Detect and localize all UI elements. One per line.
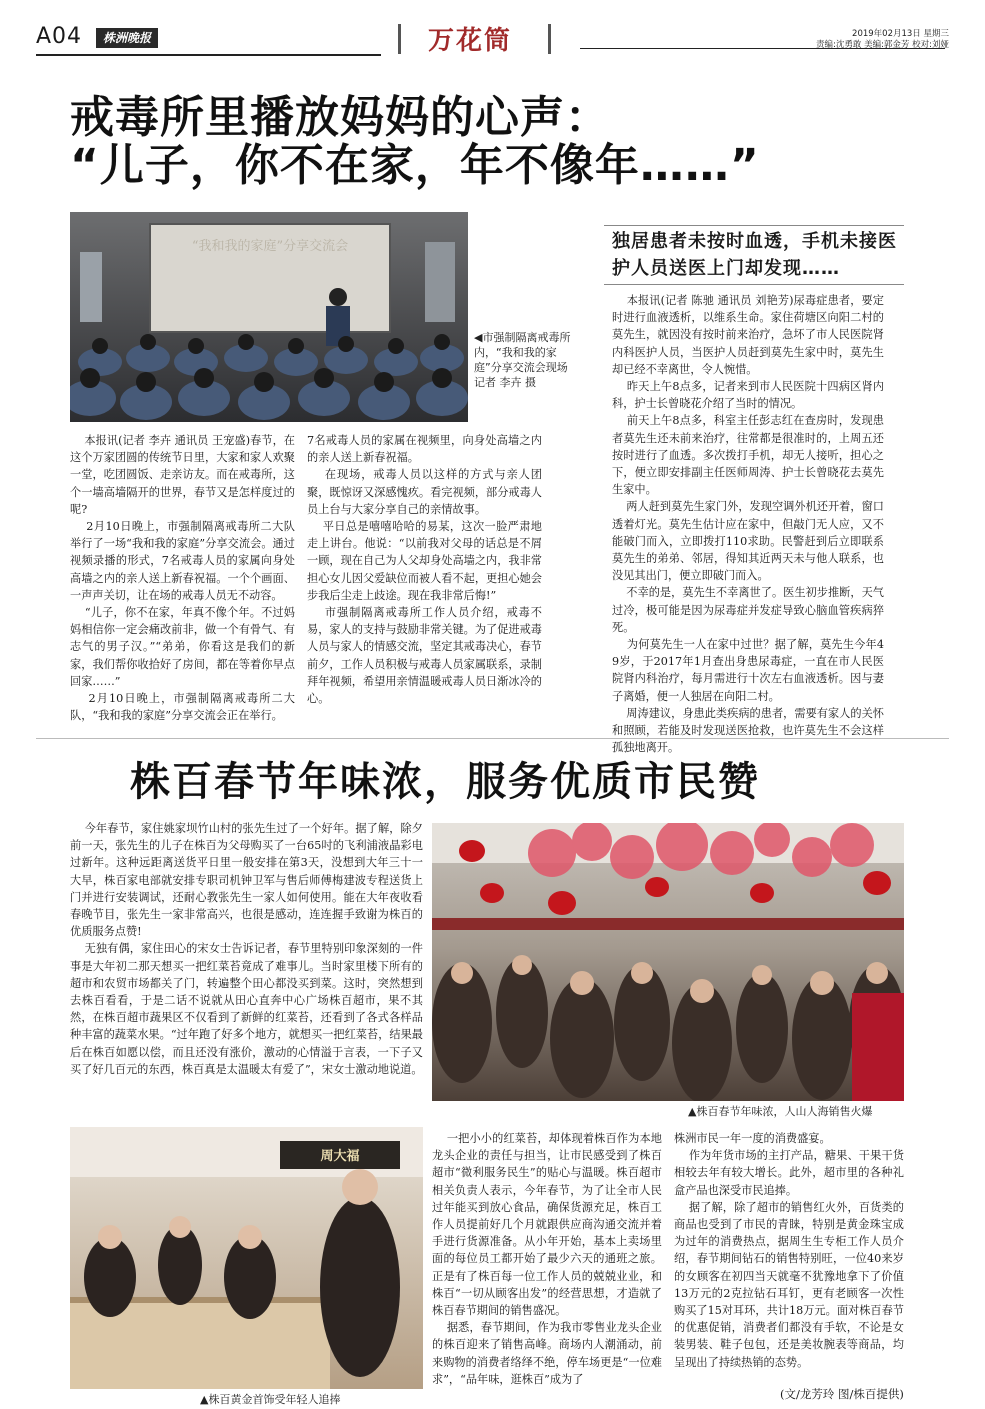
story3-main-photo bbox=[432, 823, 904, 1101]
header-divider-left bbox=[398, 24, 401, 54]
section-separator bbox=[36, 738, 949, 739]
issue-date: 2019年02月13日 星期三 bbox=[852, 29, 949, 39]
story3-main-photo-caption: ▲株百春节年味浓，人山人海销售火爆 bbox=[688, 1105, 873, 1118]
story1-column-2: 7名戒毒人员的家属在视频里，向身处高墙之内的亲人送上新春祝福。 在现场，戒毒人员以这样的方式与亲人团聚，既惊讶又深感愧疚。看完视频，部分戒毒人员上台与大家分享自己的亲情故事。 平日总是嘻嘻哈哈的易某，这次一脸严肃地走上讲台。他说：“以前我对父母的话总是不屑一顾，现在自己为人父却身处高墙之内，我非常担心女儿因父爱缺位而被人看不起，更担心她会步我后尘走上歧途。现在我非常后悔!” 市强制隔离戒毒所工作人员介绍，戒毒不易，家人的支持与鼓励非常关键。为了促进戒毒人员与家人的情感交流，坚定其戒毒决心，春节前夕，工作人员积极与戒毒人员家属联系，录制拜年视频，希望用亲情温暖戒毒人员日渐冰冷的心。 bbox=[307, 434, 542, 706]
header-divider-right bbox=[548, 24, 551, 54]
story1-photo bbox=[70, 212, 468, 422]
story2-headline-rule bbox=[604, 284, 904, 285]
story2-body: 本报讯(记者 陈驰 通讯员 刘艳芳)尿毒症患者，要定时进行血液透析，以维系生命。家住荷塘区向阳二村的莫先生，就因没有按时前来治疗，急坏了市人民医院肾内科医护人员，当医护人员赶到莫先生家中时，莫先生却已经不幸离世，令人惋惜。 昨天上午8点多，记者来到市人民医院十四病区肾内科，护士长曾晓花介绍了当时的情况。 前天上午8点多，科室主任彭志红在查房时，发现患者莫先生还未前来治疗，往常都是很准时的，上周五还按时进行了血透。多次拨打手机，却无人接听，担心之下，便立即安排副主任医师周涛、护士长曾晓花去莫先生家中。 两人赶到莫先生家门外，发现空调外机还开着，窗口透着灯光。莫先生估计应在家中，但敲门无人应，又不能破门而入，立即拨打110求助。民警赶到后立即联系莫先生的弟弟、邻居，得知其近两天未与他人联系，也没见其出门，便立即破门而入。 不幸的是，莫先生不幸离世了。医生初步推断，天气过冷，极可能是因为尿毒症并发症导致心脑血管疾病猝死。 为何莫先生一人在家中过世？据了解，莫先生今年49岁，于2017年1月查出身患尿毒症，一直在市人民医院肾内科治疗，每月需进行十次左右血液透析。因与妻子离婚，便一人独居在向阳二村。 周涛建议，身患此类疾病的患者，需要有家人的关怀和照顾，若能及时发现送医抢救，也许莫先生不会这样孤独地离开。 bbox=[612, 294, 884, 755]
story1-photo-caption: ◀市强制隔离戒毒所内，“我和我的家庭”分享交流会现场 记者 李卉 摄 bbox=[474, 331, 571, 389]
section-title: 万花筒 bbox=[428, 26, 513, 56]
story1-headline-line1: 戒毒所里播放妈妈的心声： bbox=[70, 92, 610, 143]
editor-credits: 责编:沈勇敢 美编:郭金芳 校对:刘娅 bbox=[816, 40, 949, 50]
page-number: A04 bbox=[36, 24, 83, 49]
story3-headline: 株百春节年味浓，服务优质市民赞 bbox=[130, 759, 760, 805]
story3-byline: (文/龙芳玲 图/株百提供) bbox=[780, 1387, 904, 1401]
story3-column-middle: 一把小小的红菜苔，却体现着株百作为本地龙头企业的责任与担当，让市民感受到了株百超市“微利服务民生”的贴心与温暖。株百超市相关负责人表示，今年春节，为了让全市人民过年能买到放心食品，确保货源充足，株百工作人员提前好几个月就跟供应商沟通交流并着手进行货源准备。从小年开始，基本上卖场里面的每位员工都开始了最少六天的通班之旅。正是有了株百每一位工作人员的兢兢业业，和株百“一切从顾客出发”的经营思想，才造就了株百春节期间的销售盛况。 据悉，春节期间，作为我市零售业龙头企业的株百迎来了销售高峰。商场内人潮涌动，前来购物的消费者络绎不绝，停车场更是“一位难求”，“品年味，逛株百”成为了 bbox=[432, 1132, 662, 1386]
story2-top-rule bbox=[604, 225, 904, 226]
screen-text: “我和我的家庭”分享交流会 bbox=[191, 239, 349, 254]
story2-headline: 独居患者未按时血透，手机未接医护人员送医上门却发现…… bbox=[612, 231, 897, 279]
story1-column-1: 本报讯(记者 李卉 通讯员 王宠盛)春节，在这个万家团圆的传统节日里，大家和家人欢聚一堂，吃团圆饭、走亲访友。而在戒毒所，这个一墙高墙隔开的世界，春节又是怎样度过的呢? 2月10日晚上，市强制隔离戒毒所二大队举行了一场“我和我的家庭”分享交流会。通过视频录播的形式，7名戒毒人员的家属向身处高墙之内的亲人送上新春祝福。一个个画面、一声声关切，让在场的戒毒人员无不动容。 “儿子，你不在家，年真不像个年。不过妈妈相信你一定会痛改前非，做一个有骨气、有志气的男子汉。”“弟弟，你看这是我们的新家，我们帮你收拾好了房间，都在等着你早点回家……” 2月10日晚上，市强制隔离戒毒所二大队，“我和我的家庭”分享交流会正在举行。 bbox=[70, 434, 295, 723]
newspaper-logo: 株洲晚报 bbox=[96, 28, 158, 48]
story3-small-photo-caption: ▲株百黄金首饰受年轻人追捧 bbox=[200, 1393, 341, 1406]
story3-column-right: 株洲市民一年一度的消费盛宴。 作为年货市场的主打产品，糖果、干果干货相较去年有较大增长。此外，超市里的各种礼盒产品也深受市民追捧。 据了解，除了超市的销售红火外，百货类的商品也受到了市民的青睐，特别是黄金珠宝成为过年的消费热点，据周生生专柜工作人员介绍，春节期间钻石的销售特别旺，一位40来岁的女顾客在初四当天就毫不犹豫地拿下了价值13万元的2克拉钻石耳钉，更有老顾客一次性购买了15对耳环，共计18万元。面对株百春节的优惠促销，消费者们都没有手软，不论是女装男装、鞋子包包，还是美妆腕表等商品，均呈现出了持续热销的态势。 bbox=[674, 1132, 904, 1369]
story1-headline-line2: “儿子，你不在家，年不像年……” bbox=[70, 140, 760, 191]
story3-intro: 今年春节，家住姚家坝竹山村的张先生过了一个好年。据了解，除夕前一天，张先生的儿子在株百为父母购买了一台65吋的飞利浦液晶彩电过新年。这种远距离送货平日里一般安排在第3天，没想到大年三十一大早，株百家电部就安排专职司机钟卫军与售后师傅梅建波专程送货上门并进行安装调试，还耐心教张先生一家人如何使用。能在大年夜收看春晚节目，张先生一家非常高兴，也很是感动，连连握手致谢为株百的优质服务点赞! 无独有偶，家住田心的宋女士告诉记者，春节里特别印象深刻的一件事是大年初二那天想买一把红菜苔竟成了难事儿。当时家里楼下所有的超市和农贸市场都关了门，转遍整个田心都没买到菜。这时，突然想到去株百看看，于是二话不说就从田心直奔中心广场株百超市，果不其然，在株百超市蔬果区不仅看到了新鲜的红菜苔，还看到了各式各样品种丰富的蔬菜水果。“过年跑了好多个地方，就想买一把红菜苔，结果最后在株百如愿以偿，而且还没有涨价，激动的心情溢于言表，一下子又买了好几百元的东西，株百真是太温暖太有爱了”，宋女士激动地说道。 bbox=[70, 822, 423, 1076]
story3-small-photo bbox=[70, 1127, 423, 1389]
store-sign: 周大福 bbox=[320, 1149, 360, 1164]
header-rule-left bbox=[36, 54, 381, 56]
